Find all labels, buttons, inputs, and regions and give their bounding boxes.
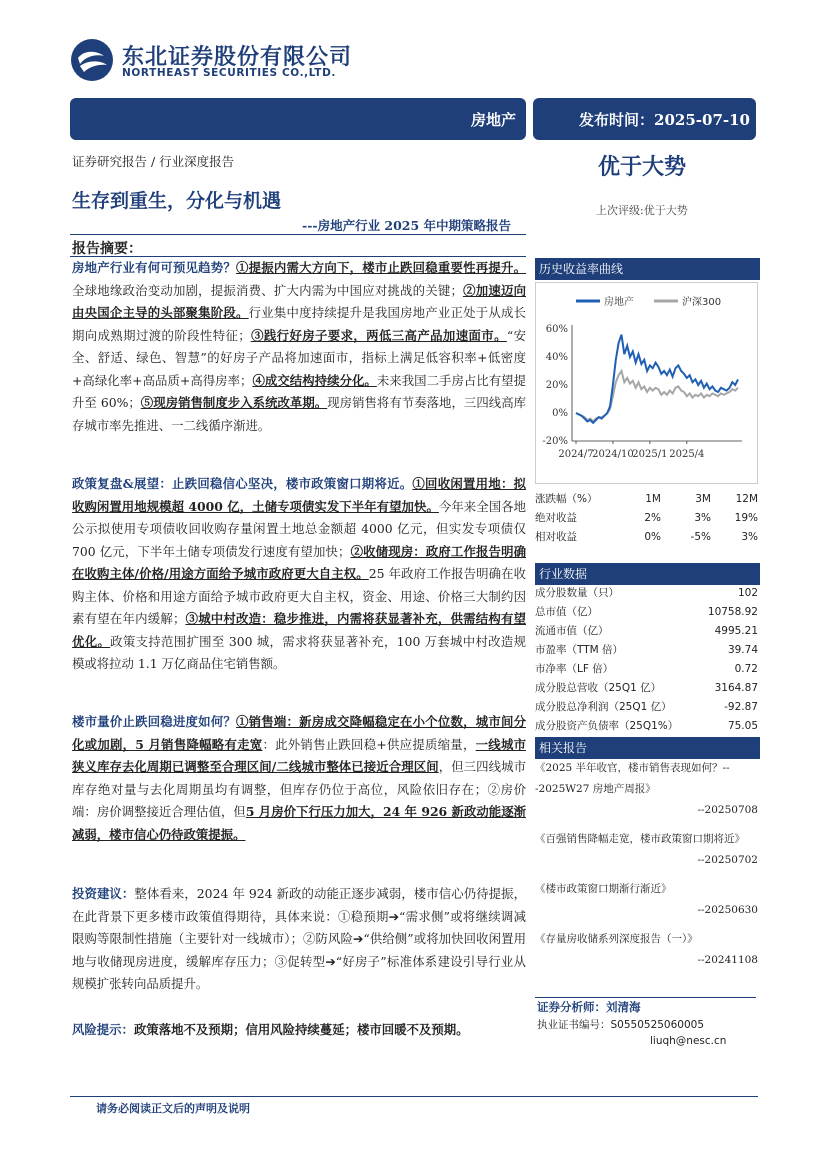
returns-cell: 相对收益 [535,531,577,543]
returns-row-absolute [535,508,758,527]
section-investment [72,883,526,996]
company-name-cn: 东北证券股份有限公司 [122,45,353,70]
market-data-value: 10758.92 [707,605,758,618]
market-point-2: 一线城市狭义库存去化周期已调整至合理区间/二线城市整体已接近合理区间 [72,736,527,774]
related-report-title[interactable]: 《百强销售降幅走宽，楼市政策窗口期将近》 [535,833,745,845]
market-lead: 楼市量价止跌回稳进度如何？ [72,714,237,729]
trend-point-5: ⑤现房销售制度步入系统改革期。 [140,395,328,410]
returns-header-row [535,489,758,508]
publish-bar [533,98,756,140]
market-data-value: -92.87 [724,700,758,713]
returns-header-3: 12M [735,492,758,505]
previous-rating: 上次评级:优于大势 [596,204,688,217]
market-data-label: 成分股数量（只） [535,587,619,599]
market-text-1: ：此外销售止跌回稳+供应提质缩量， [262,736,476,752]
report-subtitle: ---房地产行业 2025 年中期策略报告 [302,218,512,233]
analyst-name: 证券分析师：刘清海 [537,1000,641,1014]
related-report-date: --20250630 [697,904,758,916]
logo-icon [70,38,114,82]
company-name-en: NORTHEAST SECURITIES CO.,LTD. [122,67,336,79]
sector-bar [70,98,526,140]
returns-header-0: 涨跌幅（%） [535,493,598,505]
policy-point-1: ①回收闲置用地：拟收购闲置用地规模超 4000 亿，土储专项债实发下半年有望加快。 [72,476,527,514]
related-report-title[interactable]: 《楼市政策窗口期渐行渐近》 [535,883,672,895]
publish-date-value: 2025-07-10 [654,111,750,129]
policy-point-2: ②收储现房：政府工作报告明确在收购主体/价格/用途方面给予城市政府更大自主权。 [72,543,527,581]
y-tick-label: -20% [542,436,568,447]
market-data-value: 3164.87 [714,681,758,694]
trend-point-2: ②加速迈向由央国企主导的头部聚集阶段。 [72,282,527,320]
market-data-header: 行业数据 [535,563,760,585]
market-text-2: ，但三四线城市库存绝对量与去化周期虽均有调整，但库存仍位于高位，风险依旧存在；②房价端：房价调整接近合理估值，但 [72,759,527,819]
trend-point-4: ④成交结构持续分化。 [252,372,377,388]
related-report-title[interactable]: 《存量房收储系列深度报告（一）》 [535,933,698,945]
policy-text-3: 政策支持范围扩围至 300 城，需求将获显著补充，100 万套城中村改造规模或将拉动 1.1 万亿商品住宅销售额。 [72,633,526,671]
trend-text-3: “安全、舒适、绿色、智慧”的好房子产品将加速面市，指标上满足低容积率+低密度+高绿化率+高品质+高得房率； [72,327,526,388]
chart-frame [535,282,758,484]
risk-lead: 风险提示： [72,1022,134,1037]
risk-text: 政策落地不及预期；信用风险持续蔓延；楼市回暖不及预期。 [133,1022,469,1037]
returns-cell: 3% [694,511,711,524]
footer-disclaimer: 请务必阅读正文后的声明及说明 [96,1102,250,1115]
legend-label: 沪深300 [682,297,722,308]
rating: 优于大势 [598,155,687,180]
publish-label: 发布时间： [579,111,655,129]
trend-point-1: ①提振内需大方向下，楼市止跌回稳重要性再提升。 [236,260,527,275]
market-data-value: 0.72 [734,662,758,675]
investment-text: 整体看来，2024 年 924 新政的动能正逐步减弱，楼市信心仍待提振，在此背景下更多楼市政策值得期待，具体来说：①稳预期➔“需求侧”或将继续调减限购等限制性措施（主要针对一线城市）；②防风险➔“供给侧”或将加快回收闲置用地与收储现房进度，缓解库存压力；③促转型➔“好房子”标准体系建设引导行业从规模扩张转向品质提升。 [72,886,527,991]
trend-text-2: 行业集中度持续提升是我国房地产业正处于从成长期向成熟期过渡的阶段性特征； [72,305,527,343]
section-trends [72,257,526,437]
policy-point-3: ③城中村改造：稳步推进，内需将获显著补充，供需结构有望优化。 [72,611,527,649]
returns-chart [536,283,757,483]
market-data-row [535,583,758,602]
market-data-row [535,621,758,640]
legend-label: 房地产 [604,297,634,308]
market-point-3: 5 月房价下行压力加大，24 年 926 新政动能逐渐减弱，楼市信心仍待政策提振。 [72,804,527,842]
policy-text-1: 今年来全国各地公示拟使用专项债收回收购存量闲置土地总金额超 4000 亿元，但实发专项债仅 700 亿元，下半年土储专项债发行速度有望加快； [72,498,526,559]
returns-cell: 2% [644,511,661,524]
market-data-row [535,602,758,621]
returns-row-relative [535,527,758,546]
market-data-label: 成分股总净利润（25Q1 亿） [535,701,672,713]
market-data-label: 总市值（亿） [535,606,598,618]
trend-text-5: 现房销售将有节奏落地，三四线高库存城市率先推进、一二线循序渐进。 [72,395,527,433]
report-type: 证券研究报告 / 行业深度报告 [72,154,235,169]
returns-cell: 19% [734,511,758,524]
related-report-date: --20241108 [697,954,758,966]
related-report-title[interactable]: 《2025 半年收官，楼市销售表现如何？---2025W27 房地产周报》 [535,762,730,795]
returns-cell: 0% [644,530,661,543]
section-market [72,711,526,846]
analyst-cert: 执业证书编号：S0550525060005 [537,1019,705,1031]
returns-table [535,489,758,546]
returns-cell: 3% [741,530,758,543]
footer-divider [70,1096,758,1097]
trend-text-1: 全球地缘政治变动加剧，提振消费、扩大内需为中国应对挑战的关键； [72,282,463,298]
y-tick-label: 60% [545,324,568,335]
market-point-1: ①销售端：新房成交降幅稳定在小个位数，城市间分化或加剧，5 月销售降幅略有走宽 [72,714,527,752]
section-policy [72,473,526,676]
sector-label: 房地产 [470,111,516,129]
returns-header-2: 3M [695,492,711,505]
y-tick-label: 0% [552,408,568,419]
market-data-row [535,678,758,697]
analyst-divider [535,997,756,998]
summary-title: 报告摘要： [72,241,142,257]
market-data-label: 市净率（LF 倍） [535,663,614,675]
y-tick-label: 40% [545,352,568,363]
related-reports-list [535,752,758,971]
related-report-date: --20250702 [697,854,758,866]
series-line-property [576,335,738,423]
series-line-csi300 [576,371,738,421]
x-tick-label: 2024/7 [558,449,594,460]
section-risk [72,1019,526,1042]
returns-cell: 绝对收益 [535,512,577,524]
market-data-label: 成分股资产负债率（25Q1%） [535,720,679,732]
returns-header-1: 1M [645,492,661,505]
y-tick-label: 20% [545,380,568,391]
trend-point-3: ③践行好房子要求，两低三高产品加速面市。 [250,327,507,343]
policy-lead: 政策复盘&展望：止跌回稳信心坚决，楼市政策窗口期将近。 [72,476,413,491]
x-tick-label: 2025/4 [669,449,705,460]
publish-date [579,109,750,130]
analyst-email: liuqh@nesc.cn [650,1035,727,1047]
trend-text-4: 未来我国二手房占比有望提升至 60%； [72,372,527,410]
market-data-table [535,583,758,735]
chart-section-header: 历史收益率曲线 [535,258,760,280]
market-data-row [535,697,758,716]
market-data-value: 4995.21 [714,624,758,637]
market-data-label: 市盈率（TTM 倍） [535,644,624,656]
investment-lead: 投资建议： [72,886,135,901]
market-data-label: 流通市值（亿） [535,625,609,637]
related-reports-header: 相关报告 [535,737,760,759]
market-data-row [535,640,758,659]
market-data-row [535,716,758,735]
policy-text-2: 25 年政府工作报告明确在收购主体、价格和用途方面给予城市政府更大自主权，资金、用途、价格三大制约因素有望在年内缓解； [72,566,526,626]
returns-cell: -5% [690,530,711,543]
market-data-value: 75.05 [727,719,758,732]
market-data-value: 102 [737,586,758,599]
report-title: 生存到重生，分化与机遇 [72,190,282,212]
market-data-value: 39.74 [727,643,758,656]
x-tick-label: 2025/1 [632,449,668,460]
related-report-date: --20250708 [697,804,758,816]
market-data-row [535,659,758,678]
title-divider [70,234,526,235]
x-tick-label: 2024/10 [592,449,634,460]
market-data-label: 成分股总营收（25Q1 亿） [535,682,662,694]
trends-lead: 房地产行业有何可预见趋势？ [72,260,237,275]
company-logo [70,38,114,82]
